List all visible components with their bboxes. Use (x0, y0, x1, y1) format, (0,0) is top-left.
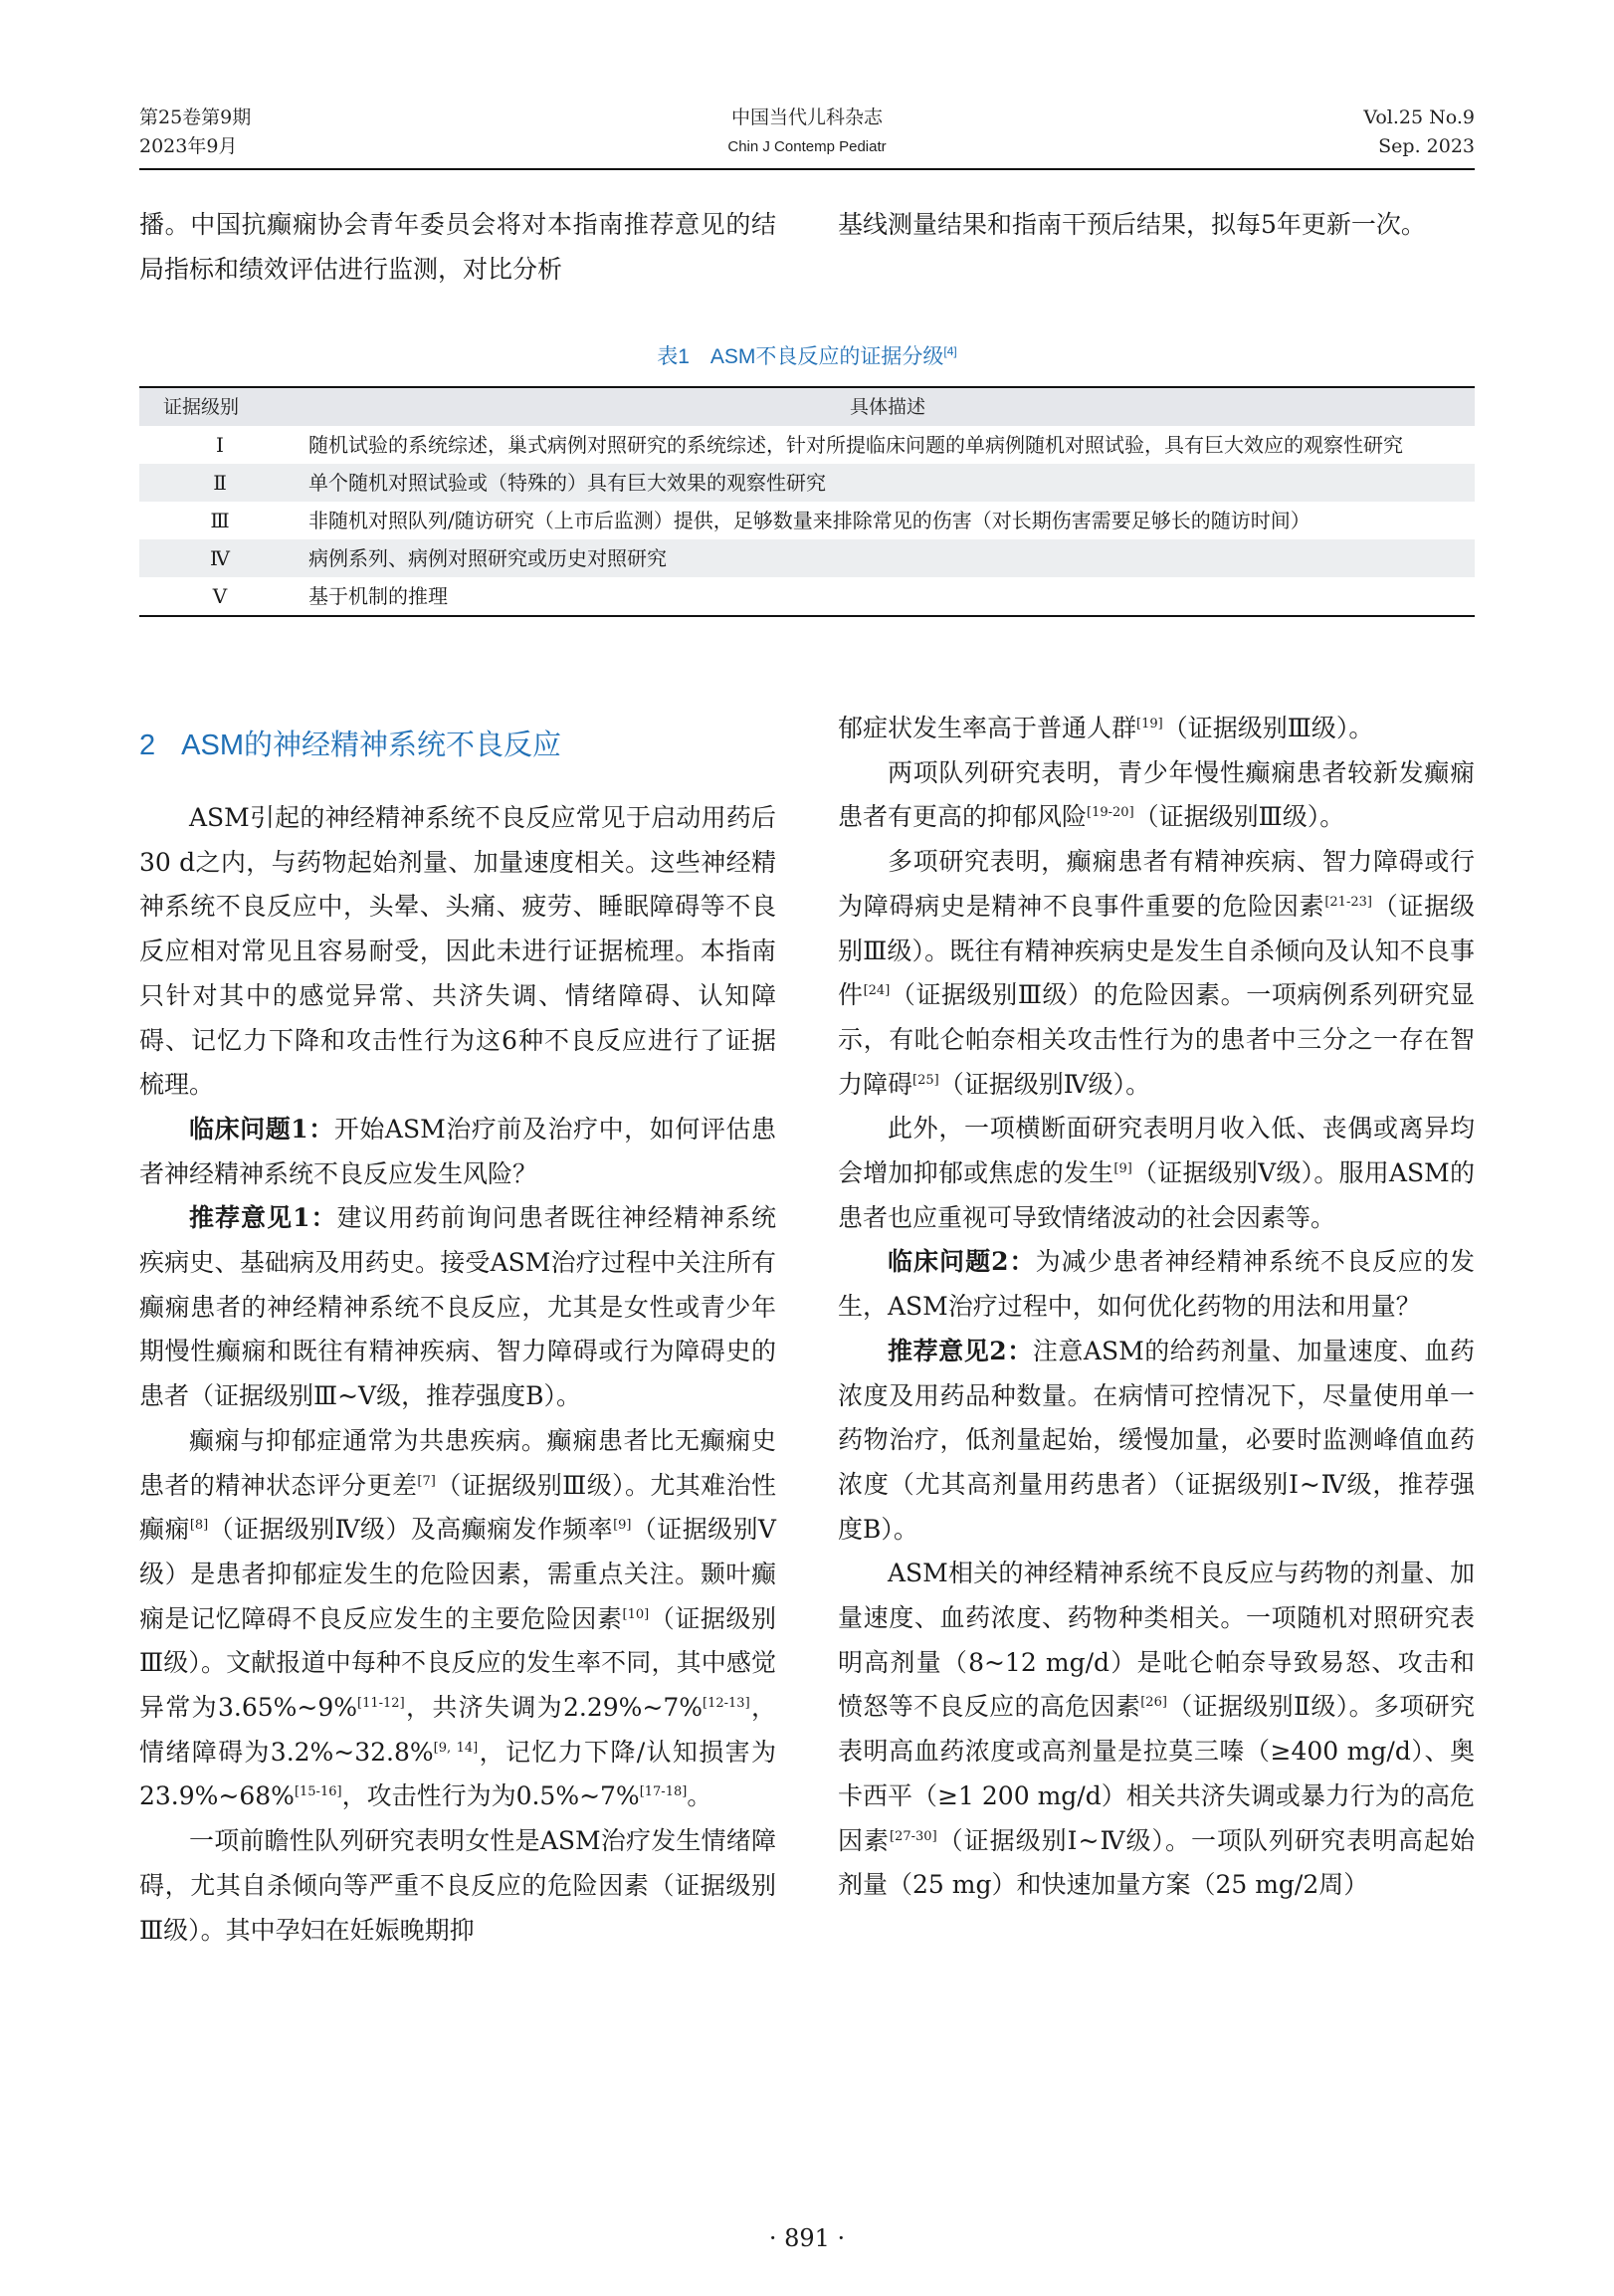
journal-abbrev: Chin J Contemp Pediatr (727, 138, 887, 155)
section-title: ASM的神经精神系统不良反应 (181, 730, 561, 761)
citation: [19] (1136, 717, 1163, 731)
text-run: ，共济失调为2.29%~7% (404, 1693, 704, 1723)
question-label: 临床问题1： (189, 1114, 334, 1144)
top-text-left (139, 203, 776, 292)
column-header-description: 具体描述 (301, 387, 1475, 426)
citation: [11-12] (357, 1696, 405, 1712)
citation: [9, 14] (433, 1740, 479, 1756)
description-cell: 单个随机对照试验或（特殊的）具有巨大效果的观察性研究 (301, 464, 1475, 502)
body-paragraph: ASM引起的神经精神系统不良反应常见于启动用药后30 d之内，与药物起始剂量、加量速度相关。这些神经精神系统不良反应中，头晕、头痛、疲劳、睡眠障碍等不良反应相对常见且容易耐受，因此未进行证据梳理。本指南只针对其中的感觉异常、共济失调、情绪障碍、认知障碍、记忆力下降和攻击性行为这6种不良反应进行了证据梳理。 (139, 803, 776, 1100)
citation: [8] (189, 1518, 209, 1534)
text-run: 癫痫与抑郁症通常为共患疾病。癫痫患者比无癫痫史患者的精神状态评分更差 (139, 1425, 776, 1500)
running-header-right (1363, 104, 1475, 161)
question-label: 临床问题2： (888, 1247, 1036, 1277)
body-paragraph (838, 1552, 1475, 1908)
section-number: 2 (139, 730, 156, 761)
question-text: 开始ASM治疗前及治疗中，如何评估患者神经精神系统不良反应发生风险？ (139, 1114, 776, 1188)
citation: [10] (622, 1606, 650, 1622)
body-paragraph (139, 1419, 776, 1819)
table-row (139, 577, 1475, 616)
evidence-level-cell: Ⅴ (212, 584, 228, 608)
recommendation-1 (139, 1196, 776, 1419)
body-column-left (139, 796, 776, 1953)
text-run: （证据级别Ⅲ级）。 (1162, 714, 1374, 742)
text-run: （证据级别Ⅲ级）。尤其难治性癫痫 (139, 1470, 776, 1545)
citation: [7] (417, 1473, 436, 1489)
evidence-level-cell: Ⅰ (216, 433, 224, 457)
table-row (139, 426, 1475, 464)
table-header-row (139, 387, 1475, 426)
publish-date: 2023年9月 (139, 135, 238, 157)
text-run: （证据级别Ⅴ级）。服用ASM的患者也应重视可导致情绪波动的社会因素等。 (838, 1158, 1475, 1232)
text-run: ，情绪障碍为3.2%~32.8% (139, 1693, 776, 1767)
body-paragraph (838, 1107, 1475, 1240)
citation: [27-30] (890, 1828, 937, 1844)
recommendation-label: 推荐意见1： (189, 1203, 337, 1233)
evidence-level-cell: Ⅱ (139, 464, 301, 502)
table-caption (0, 340, 1614, 370)
body-column-right (838, 707, 1475, 1908)
header-rule (139, 168, 1475, 170)
volume-issue: 第25卷第9期 (139, 106, 252, 128)
clinical-question-2 (838, 1240, 1475, 1329)
evidence-level-cell: Ⅳ (139, 539, 301, 577)
text-run: ，攻击性行为为0.5%~7% (341, 1781, 640, 1811)
clinical-question-1 (139, 1108, 776, 1196)
recommendation-text: 注意ASM的给药剂量、加量速度、血药浓度及用药品种数量。在病情可控情况下，尽量使用单一药物治疗，低剂量起始，缓慢加量，必要时监测峰值血药浓度（尤其高剂量用药患者）（证据级别Ⅰ~Ⅳ级，推荐强度B）。 (838, 1336, 1475, 1544)
evidence-level-cell: Ⅲ (210, 509, 230, 532)
citation: [9] (1113, 1161, 1132, 1177)
recommendation-text: 建议用药前询问患者既往神经精神系统疾病史、基础病及用药史。接受ASM治疗过程中关注所有癫痫患者的神经精神系统不良反应，尤其是女性或青少年期慢性癫痫和既往有精神疾病、智力障碍或行为障碍史的患者（证据级别Ⅲ~Ⅴ级，推荐强度B）。 (139, 1203, 776, 1411)
text-run: 此外，一项横断面研究表明月收入低、丧偶或离异均会增加抑郁或焦虑的发生 (838, 1114, 1475, 1188)
publish-date-en: Sep. 2023 (1378, 135, 1475, 157)
text-run: （证据级别Ⅰ~Ⅳ级）。一项队列研究表明高起始剂量（25 mg）和快速加量方案（25 mg/2周） (838, 1825, 1475, 1900)
body-paragraph (838, 707, 1475, 751)
text-run: 。 (687, 1781, 712, 1811)
continued-paragraph: 播。中国抗癫痫协会青年委员会将对本指南推荐意见的结局指标和绩效评估进行监测，对比分析 (139, 210, 776, 284)
text-run: ASM相关的神经精神系统不良反应与药物的剂量、加量速度、血药浓度、药物种类相关。一项随机对照研究表明高剂量（8~12 mg/d）是吡仑帕奈导致易怒、攻击和愤怒等不良反应的高危因素 (838, 1559, 1475, 1722)
citation: [21-23] (1324, 894, 1372, 910)
text-run: （证据级别Ⅳ级）。 (938, 1069, 1151, 1099)
table-row (139, 464, 1475, 502)
text-run: （证据级别Ⅲ级）。 (1133, 802, 1345, 832)
citation: [12-13] (703, 1696, 750, 1712)
citation: [4] (943, 344, 957, 358)
recommendation-2 (838, 1330, 1475, 1553)
citation: [17-18] (639, 1784, 688, 1800)
journal-title: 中国当代儿科杂志 (730, 106, 883, 128)
text-run: ，记忆力下降/认知损害为23.9%~68% (139, 1737, 776, 1811)
text-run: （证据级别Ⅲ级）。既往有精神疾病史是发生自杀倾向及认知不良事件 (838, 891, 1475, 1010)
text-run: 多项研究表明，癫痫患者有精神疾病、智力障碍或行为障碍病史是精神不良事件重要的危险因素 (838, 847, 1475, 921)
citation: [24] (863, 983, 891, 999)
citation: [26] (1140, 1695, 1167, 1711)
text-run: （证据级别Ⅱ级）。多项研究表明高血药浓度或高剂量是拉莫三嗪（≥400 mg/d）、奥卡西平（≥1 200 mg/d）相关共济失调或暴力行为的高危因素 (838, 1692, 1475, 1855)
table-caption-text: 表1 ASM不良反应的证据分级 (657, 345, 944, 368)
question-text: 为减少患者神经精神系统不良反应的发生，ASM治疗过程中，如何优化药物的用法和用量？ (838, 1247, 1475, 1322)
description-cell: 病例系列、病例对照研究或历史对照研究 (301, 539, 1475, 577)
page-number: · 891 · (768, 2224, 846, 2252)
text-run: 郁症状发生率高于普通人群 (838, 714, 1137, 742)
text-run: （证据级别Ⅴ级）是患者抑郁症发生的危险因素，需重点关注。颞叶癫痫是记忆障碍不良反应发生的主要危险因素 (139, 1515, 776, 1633)
volume-issue-en: Vol.25 No.9 (1363, 106, 1475, 128)
table-row (139, 502, 1475, 539)
body-paragraph (838, 840, 1475, 1107)
citation: [19-20] (1087, 805, 1134, 821)
section-heading (139, 723, 561, 763)
text-run: 两项队列研究表明，青少年慢性癫痫患者较新发癫痫患者有更高的抑郁风险 (838, 757, 1475, 832)
body-paragraph: 一项前瞻性队列研究表明女性是ASM治疗发生情绪障碍，尤其自杀倾向等严重不良反应的危险因素（证据级别Ⅲ级）。其中孕妇在妊娠晚期抑 (139, 1826, 776, 1945)
text-run: （证据级别Ⅳ级）及高癫痫发作频率 (208, 1515, 614, 1545)
citation: [15-16] (294, 1784, 342, 1800)
top-text-right (838, 203, 1475, 248)
column-header-level: 证据级别 (139, 387, 301, 426)
description-cell: 非随机对照队列/随访研究（上市后监测）提供，足够数量来排除常见的伤害（对长期伤害需要足够长的随访时间） (308, 509, 1311, 532)
text-run: （证据级别Ⅲ级）。文献报道中每种不良反应的发生率不同，其中感觉异常为3.65%~9% (139, 1603, 776, 1723)
description-cell: 随机试验的系统综述，巢式病例对照研究的系统综述，针对所提临床问题的单病例随机对照试验，具有巨大效应的观察性研究 (308, 433, 1403, 457)
body-paragraph (838, 751, 1475, 840)
recommendation-label: 推荐意见2： (888, 1336, 1033, 1365)
description-cell: 基于机制的推理 (308, 584, 448, 608)
text-run: （证据级别Ⅲ级）的危险因素。一项病例系列研究显示，有吡仑帕奈相关攻击性行为的患者中三分之一存在智力障碍 (838, 980, 1475, 1099)
continued-paragraph: 基线测量结果和指南干预后结果，拟每5年更新一次。 (838, 210, 1426, 239)
citation: [9] (613, 1518, 632, 1534)
table-row (139, 539, 1475, 577)
citation: [25] (912, 1072, 939, 1088)
evidence-level-table (139, 386, 1475, 617)
